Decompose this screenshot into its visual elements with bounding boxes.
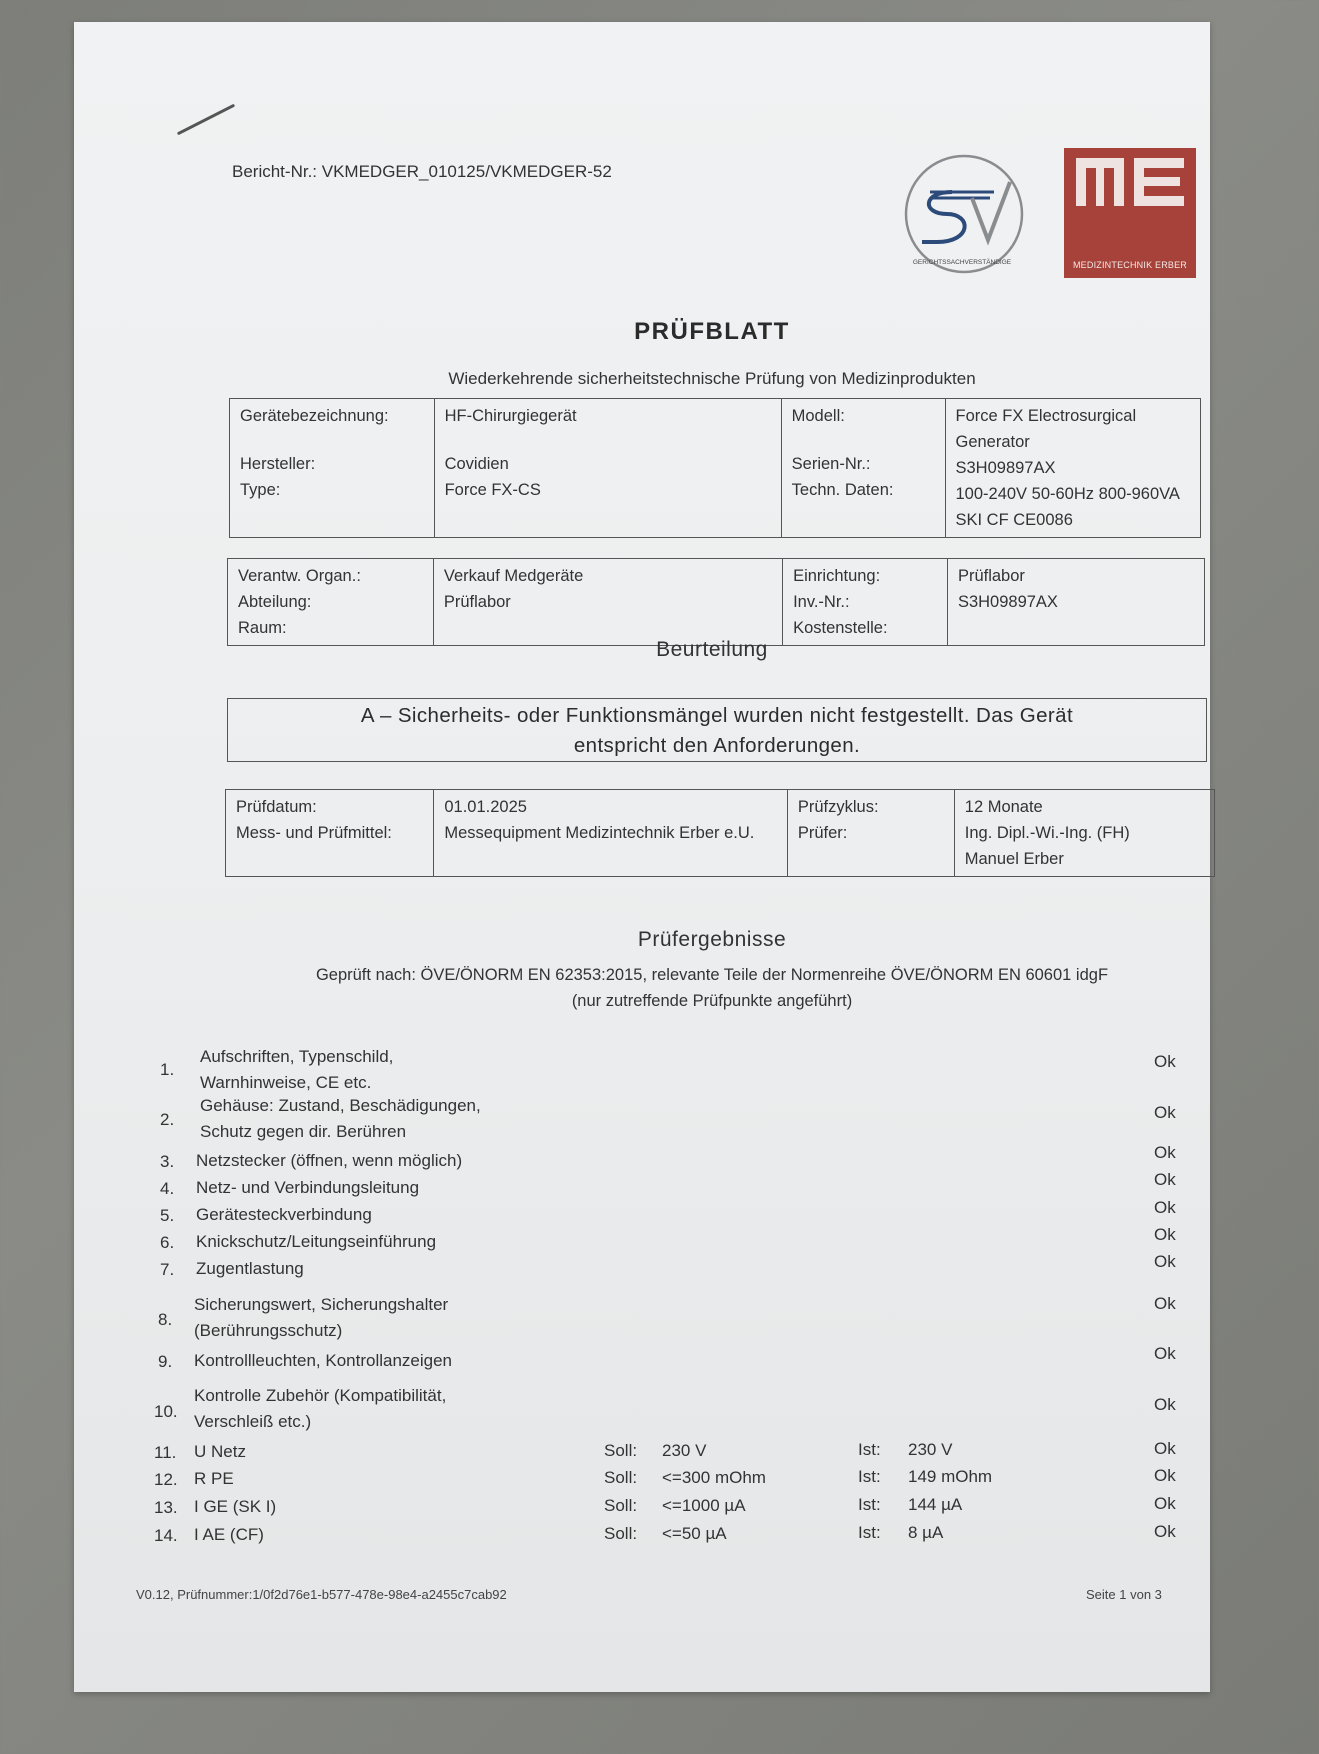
me-logo-caption: MEDIZINTECHNIK ERBER (1072, 260, 1187, 270)
item-result: Ok (1154, 1395, 1176, 1414)
me-logo (1064, 148, 1196, 278)
value-device-name: HF-Chirurgiegerät (444, 407, 577, 425)
label-room: Raum: (238, 619, 287, 637)
item-number: 12. (154, 1470, 178, 1489)
page-title: PRÜFBLATT (634, 318, 790, 345)
item-label: Gerätesteckverbindung (196, 1205, 372, 1224)
item-number: 14. (154, 1526, 178, 1545)
item-result: Ok (1154, 1170, 1176, 1189)
ist-label: Ist: (858, 1440, 881, 1459)
value-tech-data: 100-240V 50-60Hz 800-960VA SKI CF CE0086 (955, 485, 1180, 529)
ist-label: Ist: (858, 1523, 881, 1542)
item-result: Ok (1154, 1294, 1176, 1313)
item-label: Gehäuse: Zustand, Beschädigungen, Schutz gegen dir. Berühren (200, 1096, 481, 1141)
organization-table (227, 558, 1205, 646)
item-number: 9. (158, 1352, 173, 1371)
ist-value: 230 V (908, 1440, 953, 1459)
soll-label: Soll: (604, 1441, 638, 1460)
item-number: 1. (160, 1060, 175, 1079)
value-facility: Prüflabor (957, 567, 1025, 585)
label-device-name: Gerätebezeichnung: (240, 407, 389, 425)
label-cost-center: Kostenstelle: (793, 619, 888, 637)
item-label: U Netz (194, 1442, 246, 1461)
ist-value: 8 µA (908, 1523, 944, 1542)
ist-value: 149 mOhm (908, 1467, 993, 1486)
label-facility: Einrichtung: (793, 567, 881, 585)
assessment-verdict (227, 698, 1207, 762)
soll-label: Soll: (604, 1496, 638, 1515)
item-label: I GE (SK I) (194, 1497, 277, 1516)
value-model: Force FX Electrosurgical Generator (955, 407, 1137, 451)
item-number: 7. (160, 1260, 175, 1279)
value-manufacturer: Covidien (444, 455, 509, 473)
value-type: Force FX-CS (444, 481, 541, 499)
ist-label: Ist: (858, 1495, 881, 1514)
value-tester-title: Ing. Dipl.-Wi.-Ing. (FH) (964, 824, 1130, 842)
item-number: 8. (158, 1310, 173, 1329)
soll-label: Soll: (604, 1468, 638, 1487)
value-test-date: 01.01.2025 (444, 798, 527, 816)
item-label: Zugentlastung (196, 1259, 304, 1278)
item-result: Ok (1154, 1522, 1176, 1541)
soll-value: <=50 µA (662, 1524, 727, 1543)
sv-logo-icon (902, 152, 1026, 276)
label-serial: Serien-Nr.: (791, 455, 871, 473)
soll-label: Soll: (604, 1524, 638, 1543)
item-result: Ok (1154, 1252, 1176, 1271)
label-model: Modell: (791, 407, 845, 425)
value-equipment: Messequipment Medizintechnik Erber e.U. (444, 824, 755, 842)
device-table (229, 398, 1201, 538)
staple (177, 104, 235, 136)
item-number: 3. (160, 1152, 175, 1171)
item-result: Ok (1154, 1494, 1176, 1513)
ist-value: 144 µA (908, 1495, 963, 1514)
item-result: Ok (1154, 1225, 1176, 1244)
norm-line: Geprüft nach: ÖVE/ÖNORM EN 62353:2015, relevante Teile der Normenreihe ÖVE/ÖNORM EN 60601 idgF (315, 966, 1109, 984)
item-result: Ok (1154, 1466, 1176, 1485)
label-tech-data: Techn. Daten: (791, 481, 894, 499)
label-department: Abteilung: (238, 593, 312, 611)
label-tester: Prüfer: (797, 824, 848, 842)
label-responsible-org: Verantw. Organ.: (238, 567, 361, 585)
item-label: Kontrolle Zubehör (Kompatibilität, Verschleiß etc.) (194, 1386, 447, 1431)
item-label: Knickschutz/Leitungseinführung (196, 1232, 437, 1251)
soll-value: <=300 mOhm (662, 1468, 766, 1487)
results-heading: Prüfergebnisse (637, 928, 787, 951)
label-equipment: Mess- und Prüfmittel: (236, 824, 392, 842)
ist-label: Ist: (858, 1467, 881, 1486)
item-number: 11. (154, 1443, 177, 1462)
value-tester-name: Manuel Erber (964, 850, 1064, 868)
item-result: Ok (1154, 1103, 1176, 1122)
item-number: 13. (154, 1498, 178, 1517)
item-result: Ok (1154, 1143, 1176, 1162)
soll-value: <=1000 µA (662, 1496, 746, 1515)
item-number: 10. (154, 1402, 178, 1421)
label-type: Type: (240, 481, 281, 499)
item-number: 2. (160, 1110, 175, 1129)
svg-text:GERICHTSSACHVERSTÄNDIGE: GERICHTSSACHVERSTÄNDIGE (912, 259, 1012, 266)
item-number: 4. (160, 1179, 175, 1198)
label-test-date: Prüfdatum: (236, 798, 317, 816)
page-subtitle: Wiederkehrende sicherheitstechnische Prüfung von Medizinprodukten (448, 369, 976, 388)
label-manufacturer: Hersteller: (240, 455, 316, 473)
footer-version: V0.12, Prüfnummer:1/0f2d76e1-b577-478e-98e4-a2455c7cab92 (136, 1587, 507, 1602)
value-inventory-no: S3H09897AX (957, 593, 1058, 611)
norm-note: (nur zutreffende Prüfpunkte angeführt) (571, 992, 853, 1010)
item-result: Ok (1154, 1439, 1176, 1458)
item-label: Sicherungswert, Sicherungshalter (Berührungsschutz) (194, 1295, 449, 1340)
value-responsible-org: Verkauf Medgeräte (443, 567, 584, 585)
test-info-table (225, 789, 1215, 877)
document-page (74, 22, 1210, 1692)
item-label: R PE (194, 1469, 234, 1488)
item-result: Ok (1154, 1052, 1176, 1071)
item-result: Ok (1154, 1344, 1176, 1363)
me-logo-icon (1070, 148, 1190, 218)
report-number: Bericht-Nr.: VKMEDGER_010125/VKMEDGER-52 (232, 162, 612, 181)
footer-page-number: Seite 1 von 3 (1086, 1587, 1162, 1602)
item-label: Kontrollleuchten, Kontrollanzeigen (194, 1351, 453, 1370)
item-label: Aufschriften, Typenschild, Warnhinweise, CE etc. (200, 1047, 394, 1092)
verdict-line-1: A – Sicherheits- oder Funktionsmängel wurden nicht festgestellt. Das Gerät (360, 704, 1074, 727)
verdict-line-2: entspricht den Anforderungen. (573, 734, 861, 757)
item-number: 6. (160, 1233, 175, 1252)
assessment-heading: Beurteilung (656, 638, 768, 661)
value-department: Prüflabor (443, 593, 511, 611)
label-test-cycle: Prüfzyklus: (797, 798, 879, 816)
item-label: Netzstecker (öffnen, wenn möglich) (196, 1151, 463, 1170)
item-label: Netz- und Verbindungsleitung (196, 1178, 420, 1197)
soll-value: 230 V (662, 1441, 707, 1460)
item-result: Ok (1154, 1198, 1176, 1217)
value-serial: S3H09897AX (955, 459, 1056, 477)
label-inventory-no: Inv.-Nr.: (793, 593, 850, 611)
item-label: I AE (CF) (194, 1525, 264, 1544)
item-number: 5. (160, 1206, 175, 1225)
value-test-cycle: 12 Monate (964, 798, 1043, 816)
